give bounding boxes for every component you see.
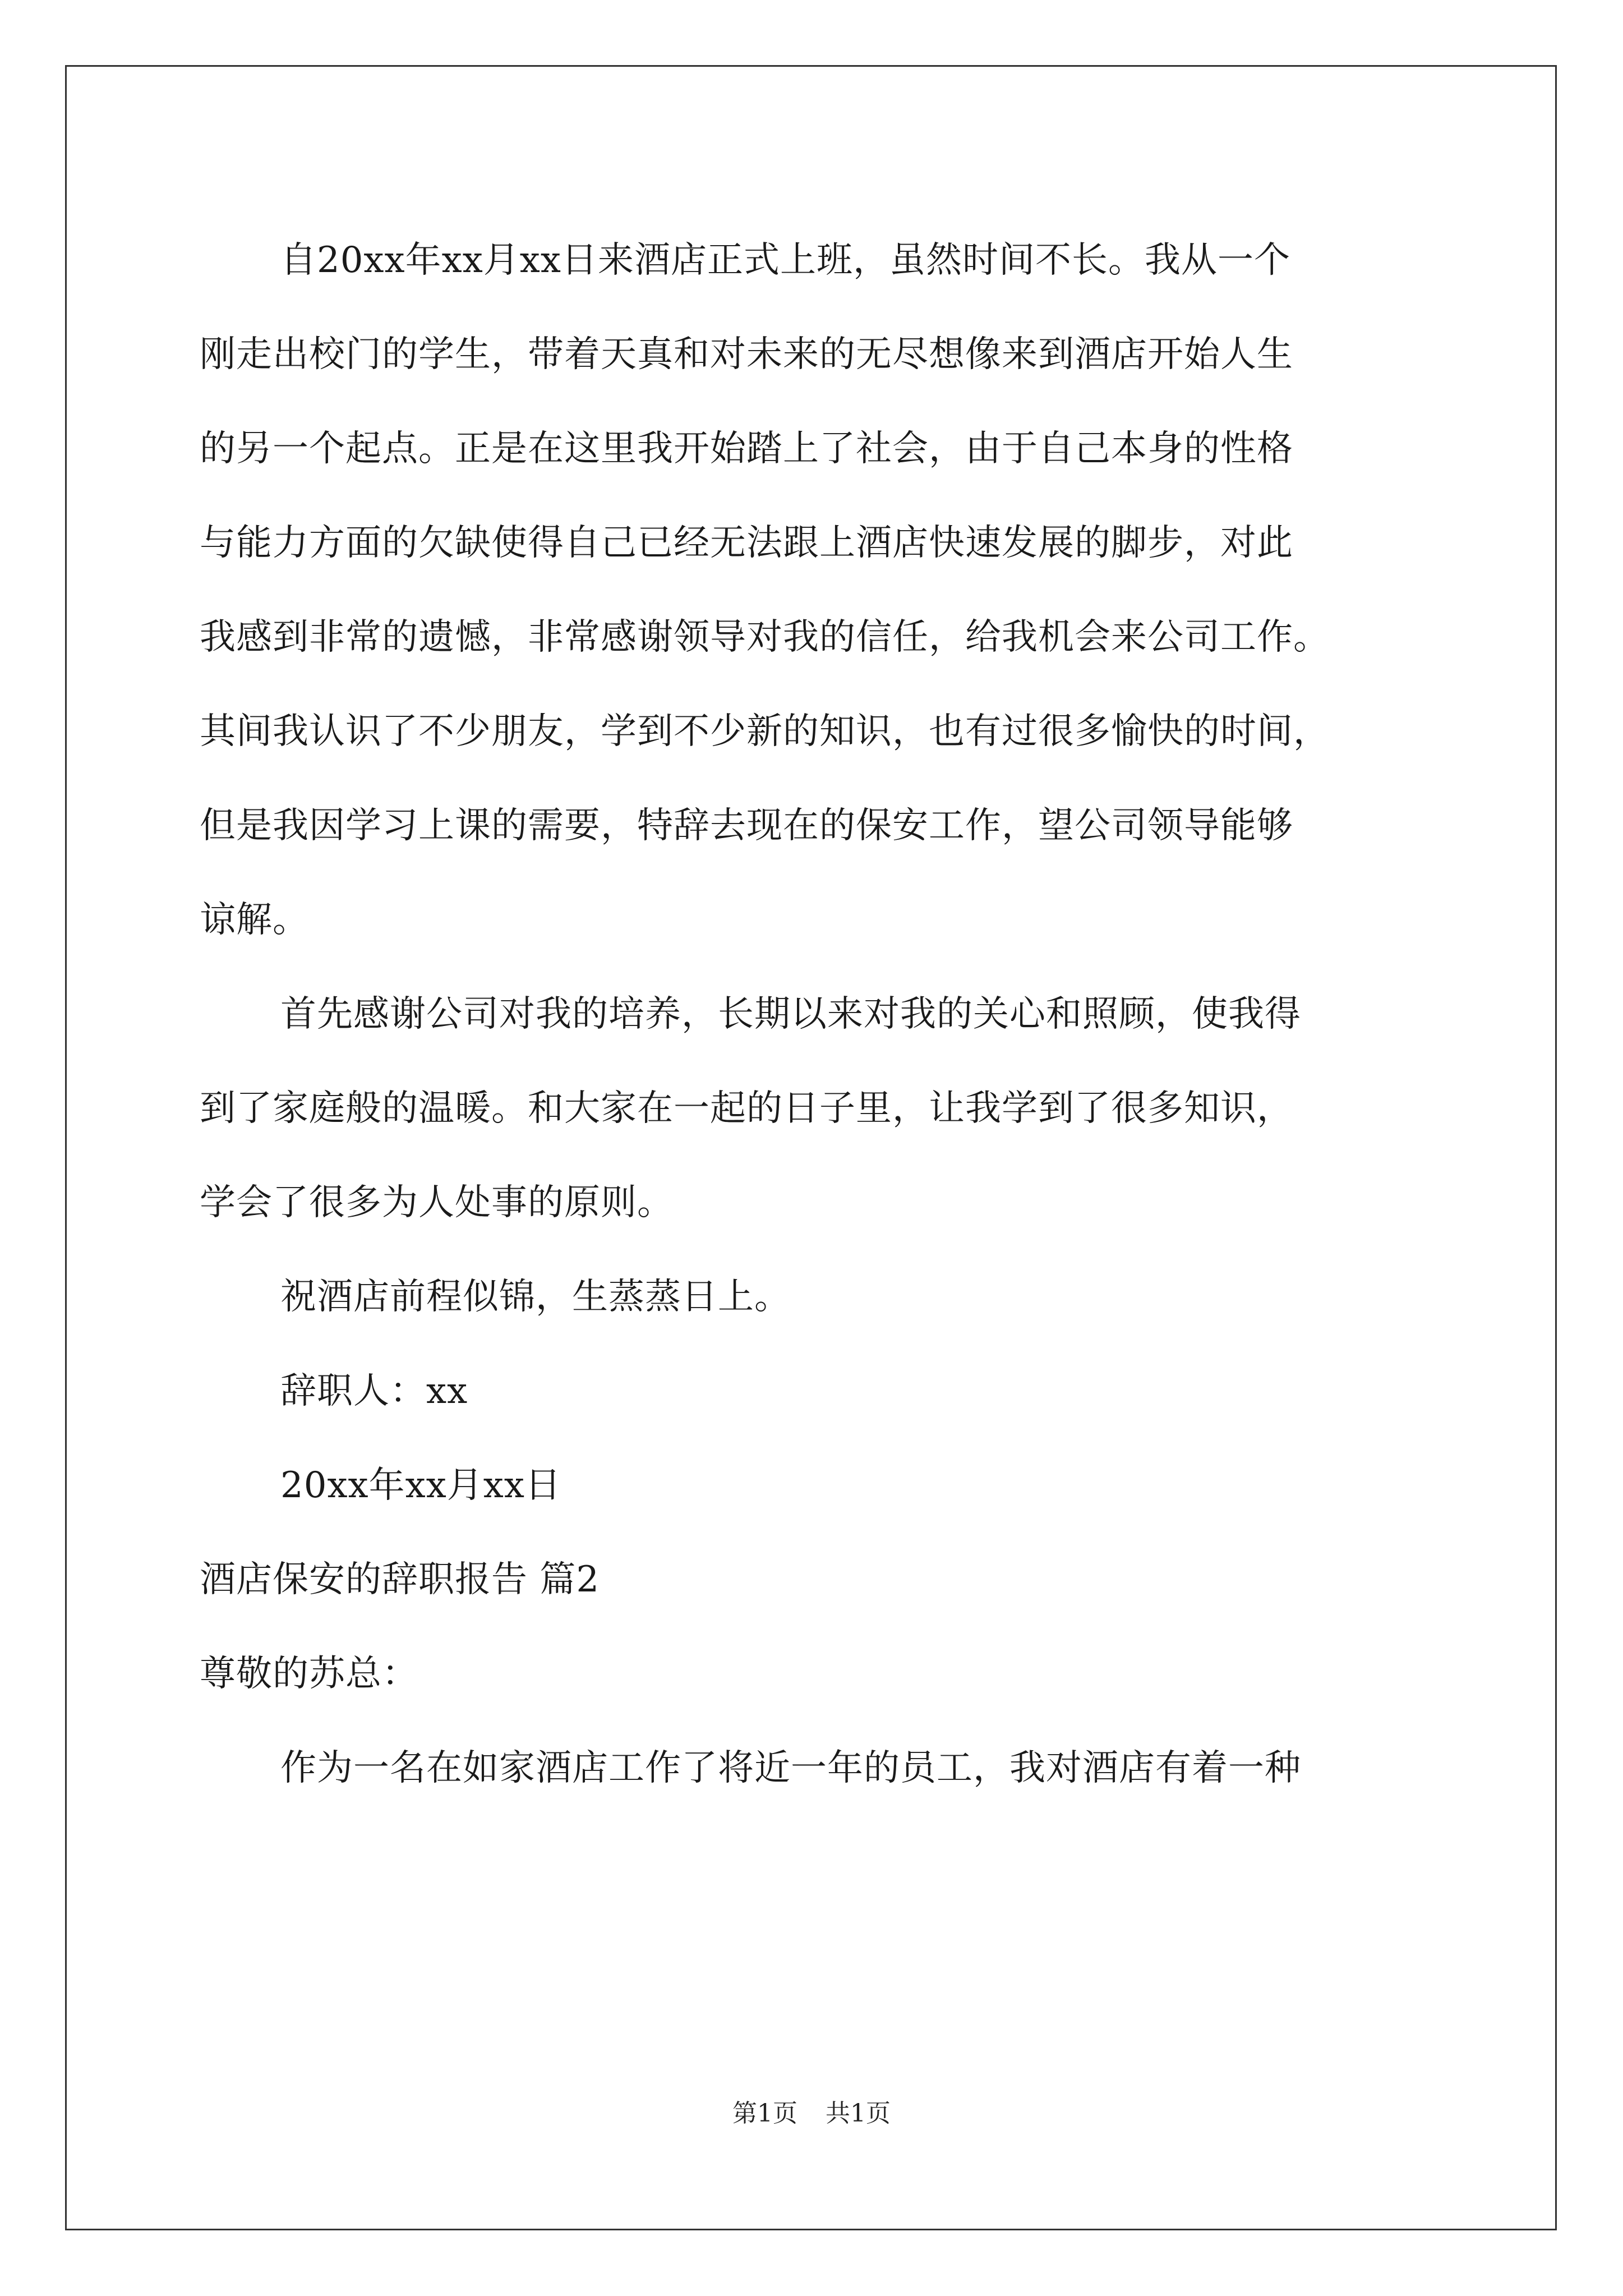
text-line: 首先感谢公司对我的培养，长期以来对我的关心和照顾，使我得 xyxy=(280,993,1301,1035)
section-heading: 酒店保安的辞职报告 篇2 xyxy=(200,1559,600,1600)
text-line: 但是我因学习上课的需要，特辞去现在的保安工作，望公司领导能够 xyxy=(200,805,1293,846)
closing-wish: 祝酒店前程似锦，生蒸蒸日上。 xyxy=(280,1276,791,1318)
document-body xyxy=(200,213,1428,1815)
text-line: 的另一个起点。正是在这里我开始踏上了社会，由于自己本身的性格 xyxy=(200,428,1293,470)
text-line: 作为一名在如家酒店工作了将近一年的员工，我对酒店有着一种 xyxy=(280,1747,1301,1789)
page-total: 共1页 xyxy=(826,2099,891,2128)
text-line: 我感到非常的遗憾，非常感谢领导对我的信任，给我机会来公司工作。 xyxy=(200,616,1330,658)
text-line: 其间我认识了不少朋友，学到不少新的知识，也有过很多愉快的时间， xyxy=(200,711,1330,752)
page-number: 第1页 xyxy=(732,2099,797,2128)
signature-line: 辞职人：xx xyxy=(280,1370,468,1412)
text-line: 学会了很多为人处事的原则。 xyxy=(200,1182,674,1223)
date-line: 20xx年xx月xx日 xyxy=(280,1465,561,1506)
text-line: 谅解。 xyxy=(200,899,309,941)
text-line: 自20xx年xx月xx日来酒店正式上班，虽然时间不长。我从一个 xyxy=(280,240,1290,281)
page-footer xyxy=(0,2097,1623,2131)
text-line: 到了家庭般的温暖。和大家在一起的日子里，让我学到了很多知识， xyxy=(200,1088,1293,1129)
salutation: 尊敬的苏总： xyxy=(200,1653,418,1695)
text-line: 与能力方面的欠缺使得自己已经无法跟上酒店快速发展的脚步，对此 xyxy=(200,522,1293,564)
text-line: 刚走出校门的学生，带着天真和对未来的无尽想像来到酒店开始人生 xyxy=(200,334,1293,375)
